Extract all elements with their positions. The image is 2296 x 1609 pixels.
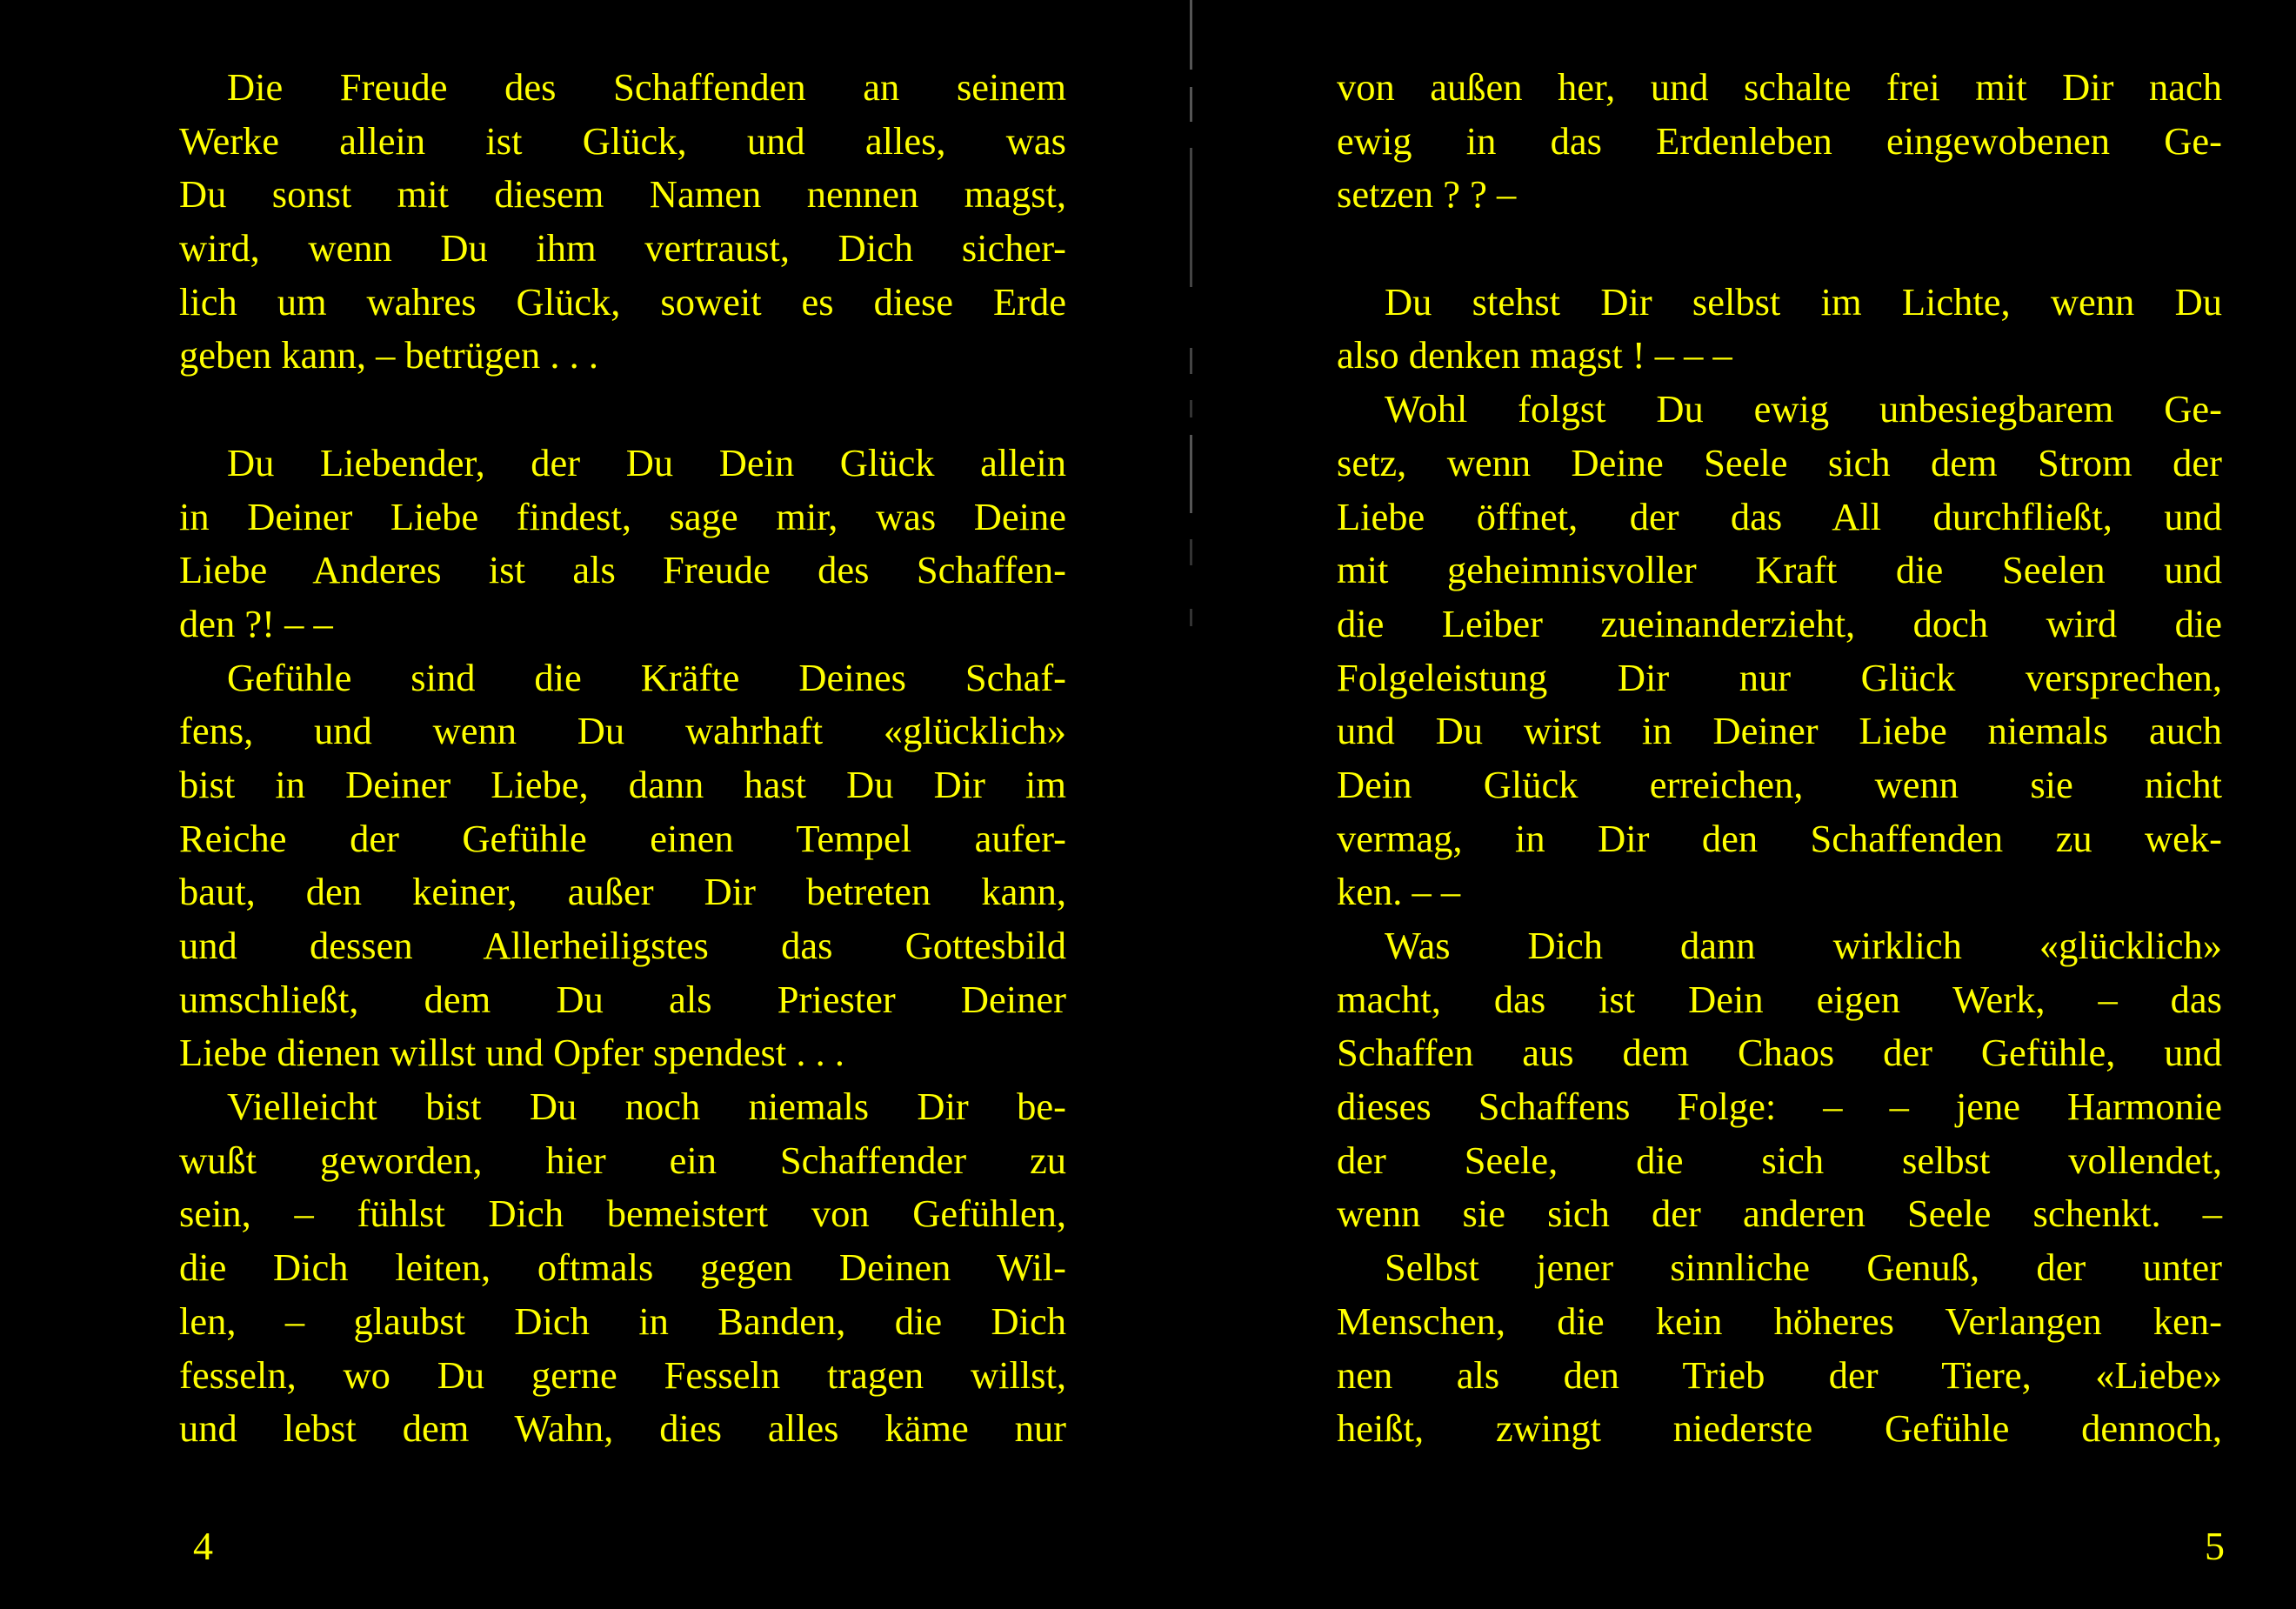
- blank-line: [179, 383, 1066, 437]
- text-line: Du sonst mit diesem Namen nennen magst,: [179, 172, 1066, 217]
- text-line: fesseln, wo Du gerne Fesseln tragen willst,: [179, 1352, 1066, 1397]
- text-line: Du Liebender, der Du Dein Glück allein: [227, 440, 1066, 484]
- right-page-text: [1337, 61, 2222, 1456]
- text-line: Folgeleistung Dir nur Glück versprechen,: [1337, 655, 2222, 699]
- text-line: mit geheimnisvoller Kraft die Seelen und: [1337, 548, 2222, 592]
- text-line: ken. – –: [1337, 870, 1461, 914]
- text-line: und dessen Allerheiligstes das Gottesbild: [179, 924, 1066, 967]
- text-line: vermag, in Dir den Schaffenden zu wek-: [1337, 816, 2222, 860]
- text-line: der Seele, die sich selbst vollendet,: [1337, 1138, 2222, 1182]
- text-line: Liebe dienen willst und Opfer spendest . . .: [179, 1031, 844, 1075]
- text-line: Dein Glück erreichen, wenn sie nicht: [1337, 762, 2222, 806]
- text-line: wußt geworden, hier ein Schaffender zu: [179, 1138, 1066, 1182]
- text-line: Du stehst Dir selbst im Lichte, wenn Du: [1385, 279, 2222, 324]
- text-line: den ?! – –: [179, 601, 333, 645]
- text-line: und Du wirst in Deiner Liebe niemals auch: [1337, 709, 2222, 753]
- text-line: geben kann, – betrügen . . .: [179, 333, 598, 377]
- text-line: baut, den keiner, außer Dir betreten kann,: [179, 870, 1066, 914]
- text-line: die Dich leiten, oftmals gegen Deinen Wil-: [179, 1245, 1066, 1290]
- text-line: Werke allein ist Glück, und alles, was: [179, 118, 1066, 163]
- text-line: Die Freude des Schaffenden an seinem: [227, 65, 1066, 109]
- text-line: len, – glaubst Dich in Banden, die Dich: [179, 1299, 1066, 1343]
- text-line: macht, das ist Dein eigen Werk, – das: [1337, 977, 2222, 1021]
- text-line: lich um wahres Glück, soweit es diese Erde: [179, 279, 1066, 324]
- page-number: 4: [193, 1524, 213, 1568]
- text-line: und lebst dem Wahn, dies alles käme nur: [179, 1406, 1066, 1451]
- text-line: Reiche der Gefühle einen Tempel aufer-: [179, 816, 1066, 860]
- text-line: Vielleicht bist Du noch niemals Dir be-: [227, 1085, 1066, 1129]
- text-line: von außen her, und schalte frei mit Dir nach: [1337, 65, 2222, 109]
- page-gutter-divider: [1190, 0, 1192, 661]
- text-line: wenn sie sich der anderen Seele schenkt. –: [1337, 1192, 2222, 1236]
- text-line: Liebe Anderes ist als Freude des Schaffen-: [179, 548, 1066, 592]
- text-line: ewig in das Erdenleben eingewobenen Ge-: [1337, 118, 2222, 163]
- text-line: Gefühle sind die Kräfte Deines Schaf-: [227, 655, 1066, 699]
- text-line: setz, wenn Deine Seele sich dem Strom der: [1337, 440, 2222, 484]
- text-line: heißt, zwingt niederste Gefühle dennoch,: [1337, 1406, 2222, 1451]
- text-line: nen als den Trieb der Tiere, «Liebe»: [1337, 1352, 2222, 1397]
- text-line: die Leiber zueinanderzieht, doch wird die: [1337, 601, 2222, 645]
- text-line: wird, wenn Du ihm vertraust, Dich sicher-: [179, 226, 1066, 270]
- text-line: setzen ? ? –: [1337, 172, 1517, 217]
- text-line: Liebe öffnet, der das All durchfließt, und: [1337, 494, 2222, 538]
- page-number: 5: [2205, 1524, 2225, 1568]
- left-page-text: [179, 61, 1066, 1456]
- text-line: Menschen, die kein höheres Verlangen ken-: [1337, 1299, 2222, 1343]
- text-line: Schaffen aus dem Chaos der Gefühle, und: [1337, 1031, 2222, 1075]
- text-line: bist in Deiner Liebe, dann hast Du Dir im: [179, 762, 1066, 806]
- text-line: Wohl folgst Du ewig unbesiegbarem Ge-: [1385, 387, 2222, 431]
- text-line: Selbst jener sinnliche Genuß, der unter: [1385, 1245, 2222, 1290]
- blank-line: [1337, 222, 2222, 276]
- text-line: sein, – fühlst Dich bemeistert von Gefühlen,: [179, 1192, 1066, 1236]
- text-line: Was Dich dann wirklich «glücklich»: [1385, 924, 2222, 967]
- text-line: dieses Schaffens Folge: – – jene Harmonie: [1337, 1085, 2222, 1129]
- text-line: fens, und wenn Du wahrhaft «glücklich»: [179, 709, 1066, 753]
- text-line: in Deiner Liebe findest, sage mir, was Deine: [179, 494, 1066, 538]
- text-line: umschließt, dem Du als Priester Deiner: [179, 977, 1066, 1021]
- right-page: [1196, 0, 2296, 1609]
- text-line: also denken magst ! – – –: [1337, 333, 1732, 377]
